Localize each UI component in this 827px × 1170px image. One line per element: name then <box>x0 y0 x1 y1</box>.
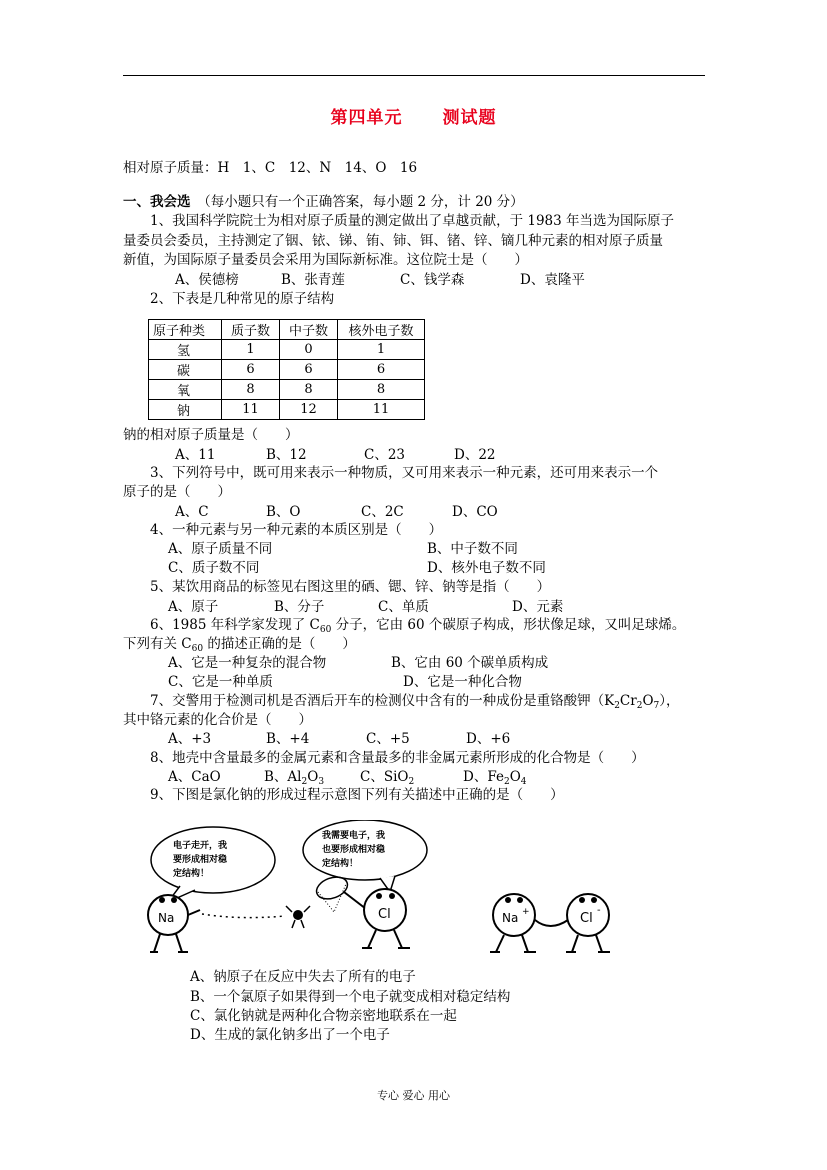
q8-option-b <box>264 768 324 787</box>
q8-sub: 2 <box>301 777 308 787</box>
q3-option-b: B、O <box>266 504 301 520</box>
table-row <box>149 340 425 360</box>
page-footer: 专心 爱心 用心 <box>377 1089 450 1102</box>
q4-option-d: D、核外电子数不同 <box>427 560 546 576</box>
q5-option-b: B、分子 <box>274 599 325 615</box>
q7-sub: 2 <box>614 701 620 711</box>
q7-option-c: C、+5 <box>366 731 410 747</box>
header-rule <box>123 75 705 76</box>
q8-sub: 4 <box>520 777 527 787</box>
q6-option-a: A、它是一种复杂的混合物 <box>168 655 327 671</box>
table-cell: 1 <box>222 340 280 360</box>
q6-text: 分子，它由 60 个碳原子构成，形状像足球，又叫足球烯。 <box>331 617 686 633</box>
q6-text: 6、1985 年科学家发现了 C <box>150 617 320 633</box>
q2-option-c: C、23 <box>364 447 406 463</box>
table-cell: 8 <box>280 380 338 400</box>
q8-sub: 2 <box>408 777 415 787</box>
relative-atomic-masses: 相对原子质量：H 1、C 12、N 14、O 16 <box>123 160 418 176</box>
q4-stem: 4、一种元素与另一种元素的本质区别是（ ） <box>150 522 443 538</box>
table-header: 核外电子数 <box>338 320 425 340</box>
q8-option-d <box>463 768 527 787</box>
cl-label: Cl <box>378 907 391 922</box>
q8-option-c <box>360 768 414 787</box>
table-cell: 6 <box>280 360 338 380</box>
q1-option-b: B、张青莲 <box>281 272 345 288</box>
q9-option-a: A、钠原子在反应中失去了所有的电子 <box>190 969 416 985</box>
q4-option-b: B、中子数不同 <box>427 541 518 557</box>
atom-structure-table <box>148 319 425 420</box>
q3-line1: 3、下列符号中，既可用来表示一种物质，又可用来表示一种元素，还可用来表示一个 <box>150 465 659 481</box>
bubble-right-line3: 定结构！ <box>322 859 359 869</box>
bubble-left-line2: 要形成相对稳 <box>173 855 228 865</box>
sodium-atom-character <box>148 895 200 952</box>
q8-sub: 3 <box>318 777 325 787</box>
table-cell: 碳 <box>149 360 222 380</box>
q3-option-d: D、CO <box>452 504 498 520</box>
q7-option-b: B、+4 <box>266 731 310 747</box>
na-ion-label: Na <box>502 911 519 925</box>
q9-option-b: B、一个氯原子如果得到一个电子就变成相对稳定结构 <box>190 989 511 1005</box>
q1-line2: 量委员会委员，主持测定了铟、铱、锑、铕、铈、铒、锗、锌、镝几种元素的相对原子质量 <box>123 233 663 249</box>
q8-text: O <box>307 769 319 785</box>
q3-option-a: A、C <box>175 504 209 520</box>
table-cell: 1 <box>338 340 425 360</box>
q2-option-a: A、11 <box>175 447 216 463</box>
table-cell: 11 <box>338 400 425 420</box>
table-row <box>149 400 425 420</box>
q1-line3: 新值，为国际原子量委员会采用为国际新标准。这位院士是（ ） <box>123 252 528 268</box>
q6-line2 <box>123 635 356 654</box>
table-cell: 钠 <box>149 400 222 420</box>
table-header-row <box>149 320 425 340</box>
q4-option-a: A、原子质量不同 <box>168 541 273 557</box>
section-heading <box>123 193 524 212</box>
q3-line2: 原子的是（ ） <box>123 484 231 500</box>
q3-option-c: C、2C <box>361 504 404 520</box>
table-cell: 0 <box>280 340 338 360</box>
na-ion-charge: + <box>522 907 530 917</box>
q6-text: 下列有关 C <box>123 636 192 652</box>
table-header: 中子数 <box>280 320 338 340</box>
table-header: 原子种类 <box>149 320 222 340</box>
q2-option-d: D、22 <box>454 447 496 463</box>
q6-line1 <box>150 616 685 635</box>
q7-option-d: D、+6 <box>466 731 511 747</box>
q7-sub: 2 <box>636 701 643 711</box>
q7-line1 <box>150 692 680 711</box>
q7-line2: 其中铬元素的化合价是（ ） <box>123 712 312 728</box>
chlorine-atom-character <box>362 889 410 948</box>
q2-option-b: B、12 <box>266 447 307 463</box>
q6-option-d: D、它是一种化合物 <box>403 674 522 690</box>
q8-text: B、Al <box>264 769 302 785</box>
table-cell: 6 <box>222 360 280 380</box>
q7-sub: 7 <box>653 701 660 711</box>
q7-text: O <box>642 693 654 709</box>
q6-option-b: B、它由 60 个碳单质构成 <box>391 655 549 671</box>
cl-ion-label: Cl <box>580 911 593 926</box>
chloride-ion-character <box>566 894 610 952</box>
electron-character <box>286 906 310 928</box>
q7-text: ）， <box>659 693 680 709</box>
q2-question: 钠的相对原子质量是（ ） <box>123 427 299 443</box>
q7-text: Cr <box>619 693 637 709</box>
table-cell: 氧 <box>149 380 222 400</box>
q6-subscript: 60 <box>319 625 332 635</box>
table-cell: 8 <box>338 380 425 400</box>
q8-text: C、SiO <box>360 769 409 785</box>
table-row <box>149 360 425 380</box>
sodium-chloride-formation-illustration <box>140 820 630 955</box>
q5-option-d: D、元素 <box>512 599 564 615</box>
q1-option-a: A、侯德榜 <box>175 272 239 288</box>
electron-trail <box>202 914 285 918</box>
bubble-right-line2: 也要形成相对稳 <box>322 845 386 855</box>
table-cell: 8 <box>222 380 280 400</box>
q7-option-a: A、+3 <box>168 731 212 747</box>
q8-text: D、Fe <box>463 769 504 785</box>
q7-text: 7、交警用于检测司机是否酒后开车的检测仪中含有的一种成份是重铬酸钾（K <box>150 693 615 709</box>
bubble-left-line1: 电子走开，我 <box>173 841 228 851</box>
q2-stem: 2、下表是几种常见的原子结构 <box>150 291 335 307</box>
q4-option-c: C、质子数不同 <box>168 560 260 576</box>
q8-stem: 8、地壳中含量最多的金属元素和含量最多的非金属元素所形成的化合物是（ ） <box>150 750 645 766</box>
table-header: 质子数 <box>222 320 280 340</box>
section-title: 一、我会选 <box>123 194 191 210</box>
q8-text: O <box>509 769 521 785</box>
table-cell: 氢 <box>149 340 222 360</box>
q5-option-c: C、单质 <box>378 599 429 615</box>
q5-stem: 5、某饮用商品的标签见右图这里的硒、锶、锌、钠等是指（ ） <box>150 579 551 595</box>
q8-sub: 2 <box>503 777 510 787</box>
q1-line1: 1、我国科学院院士为相对原子质量的测定做出了卓越贡献，于 1983 年当选为国际原子 <box>150 213 675 229</box>
q1-option-d: D、袁隆平 <box>520 272 585 288</box>
q8-option-a: A、CaO <box>168 769 221 785</box>
holding-hands <box>535 920 568 926</box>
bubble-left-line3: 定结构！ <box>173 869 210 879</box>
q6-option-c: C、它是一种单质 <box>168 674 273 690</box>
bubble-right-line1: 我需要电子，我 <box>322 831 386 841</box>
page-title <box>0 103 827 128</box>
title-unit: 第四单元 <box>330 108 403 128</box>
q6-text: 的描述正确的是（ ） <box>203 636 356 652</box>
na-label: Na <box>158 911 175 925</box>
table-cell: 11 <box>222 400 280 420</box>
q6-subscript: 60 <box>191 644 204 654</box>
section-note: （每小题只有一个正确答案，每小题 2 分，计 20 分） <box>204 194 524 210</box>
q1-option-c: C、钱学森 <box>400 272 465 288</box>
q9-stem: 9、下图是氯化钠的形成过程示意图下列有关描述中正确的是（ ） <box>150 787 564 803</box>
q9-option-c: C、氯化钠就是两种化合物亲密地联系在一起 <box>190 1008 457 1024</box>
cl-ion-charge: - <box>597 905 601 916</box>
q5-option-a: A、原子 <box>168 599 219 615</box>
table-cell: 6 <box>338 360 425 380</box>
title-test: 测试题 <box>442 108 497 128</box>
table-row <box>149 380 425 400</box>
table-cell: 12 <box>280 400 338 420</box>
q9-option-d: D、生成的氯化钠多出了一个电子 <box>190 1027 390 1043</box>
sodium-ion-character <box>490 894 536 952</box>
